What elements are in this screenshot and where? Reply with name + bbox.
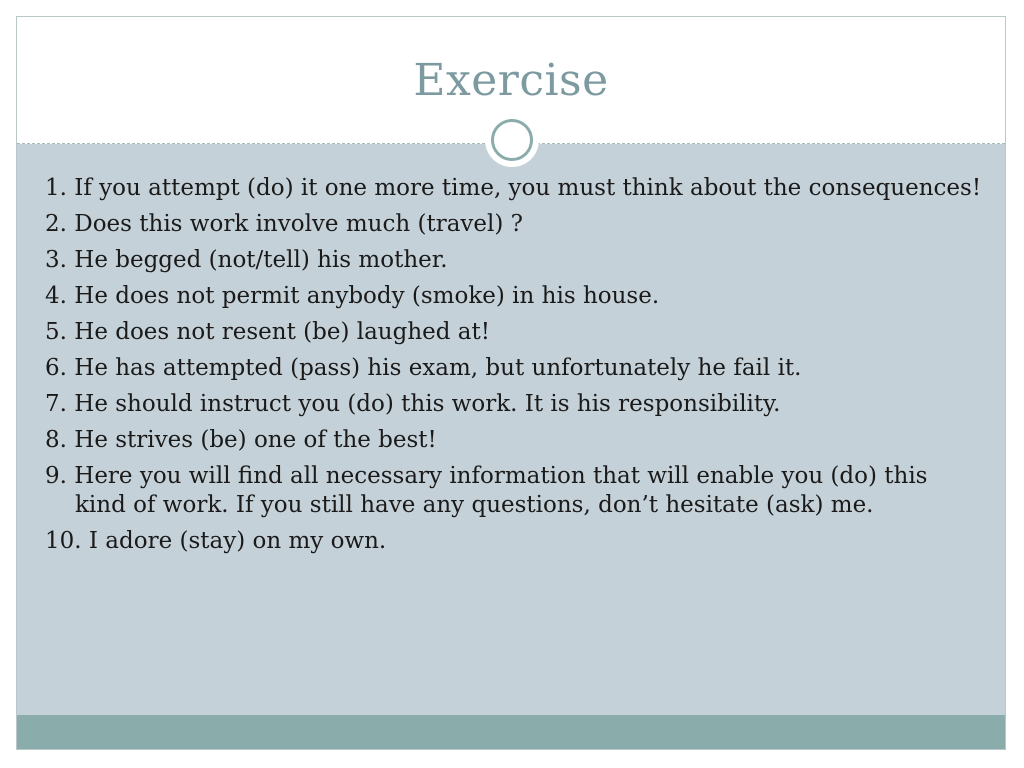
exercise-item-1: 1. If you attempt (do) it one more time, you must think about the consequences!	[45, 175, 982, 201]
exercise-item-6: 6. He has attempted (pass) his exam, but unfortunately he fail it.	[45, 355, 802, 381]
slide-title: Exercise	[413, 55, 609, 106]
exercise-item-8: 8. He strives (be) one of the best!	[45, 427, 437, 453]
exercise-item-5: 5. He does not resent (be) laughed at!	[45, 319, 490, 345]
exercise-list	[45, 174, 985, 563]
content-area	[17, 144, 1005, 716]
exercise-item-10: 10. I adore (stay) on my own.	[45, 528, 387, 554]
circle-ring-icon	[485, 113, 539, 167]
ornament-ring	[491, 119, 533, 161]
exercise-item-3: 3. He begged (not/tell) his mother.	[45, 247, 448, 273]
footer-band	[17, 715, 1005, 749]
exercise-item-2: 2. Does this work involve much (travel) ?	[45, 211, 523, 237]
exercise-item-7: 7. He should instruct you (do) this work. It is his responsibility.	[45, 391, 781, 417]
exercise-item-9: 9. Here you will find all necessary information that will enable you (do) this kind of work. If you still have any questions, don’t hesitate (ask) me.	[45, 463, 928, 518]
exercise-item-4: 4. He does not permit anybody (smoke) in his house.	[45, 283, 660, 309]
slide	[16, 16, 1006, 750]
